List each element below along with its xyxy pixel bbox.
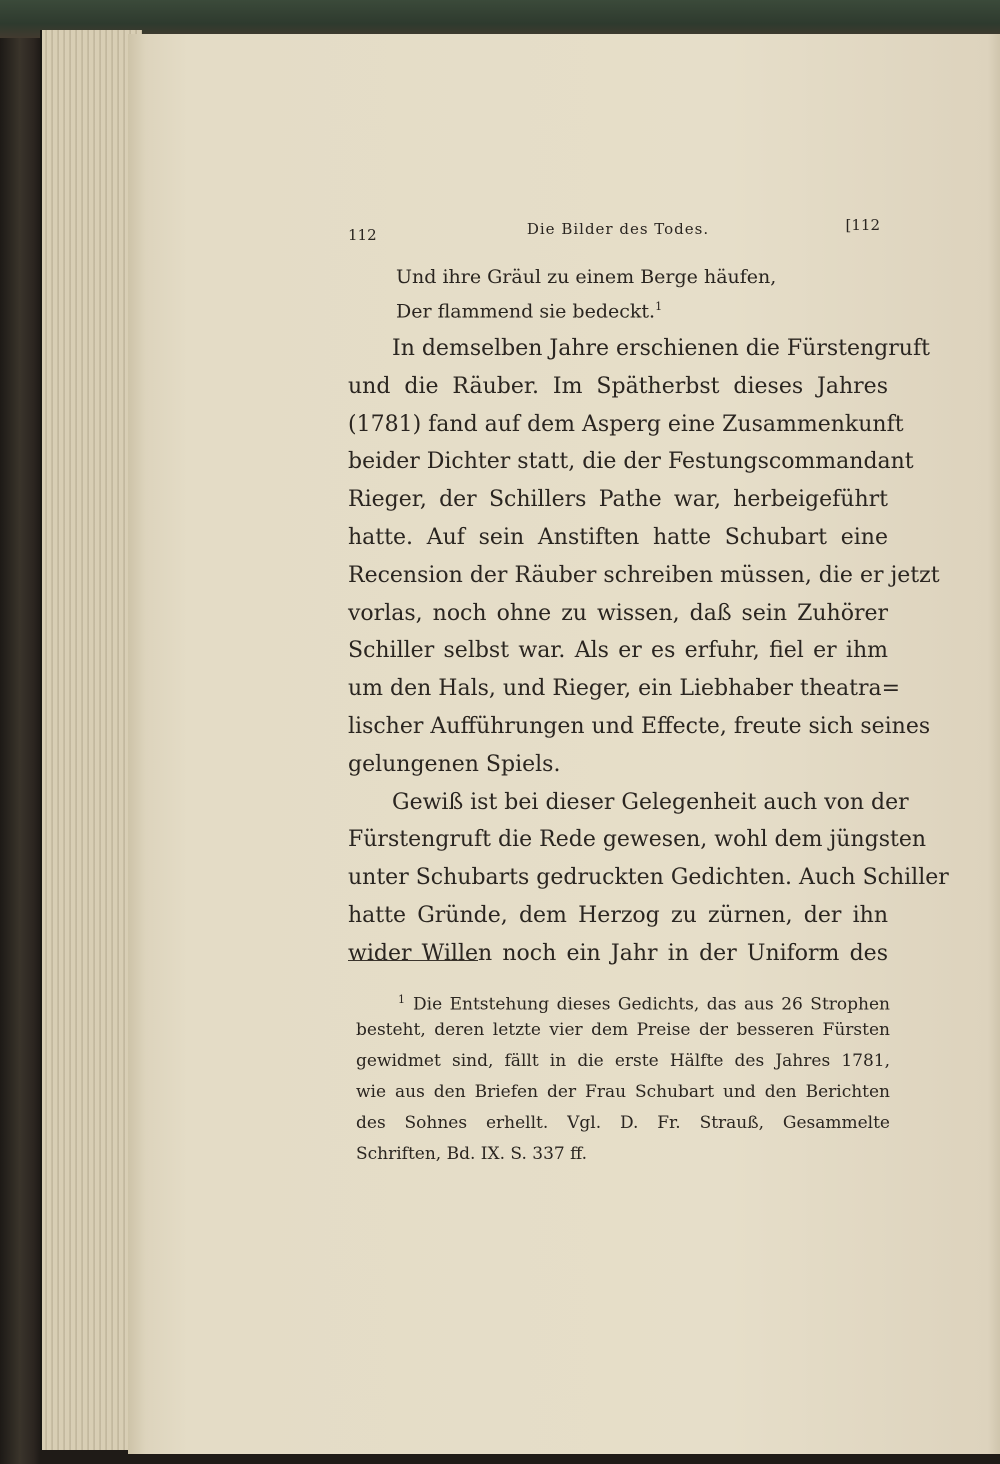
page-edges xyxy=(40,30,142,1450)
body-line: Fürstengruft die Rede gewesen, wohl dem jüngsten xyxy=(348,827,927,853)
footnote-marker: 1 xyxy=(398,993,405,1006)
body-line: unter Schubarts gedruckten Gedichten. Auch Schiller xyxy=(348,865,949,891)
verse-line-2-text: Der flammend sie bedeckt. xyxy=(396,300,656,323)
footnote-line: Schriften, Bd. IX. S. 337 ff. xyxy=(356,1144,588,1164)
body-line: wider Willen noch ein Jahr in der Uniform des xyxy=(348,940,888,966)
body-line: hatte Gründe, dem Herzog zu zürnen, der ihn xyxy=(348,902,888,928)
body-line: beider Dichter statt, die der Festungscommandant xyxy=(348,449,914,475)
footnote-line: besteht, deren letzte vier dem Preise der besseren Fürsten xyxy=(356,1020,890,1040)
book-cover-top xyxy=(0,0,1000,38)
footnote-line: gewidmet sind, fällt in die erste Hälfte des Jahres 1781, xyxy=(356,1051,890,1071)
footnote-line xyxy=(356,984,890,1015)
body-line: und die Räuber. Im Spätherbst dieses Jahres xyxy=(348,373,888,399)
body-line: um den Hals, und Rieger, ein Liebhaber theatra= xyxy=(348,676,901,702)
footnote-reference: 1 xyxy=(655,300,663,313)
running-title: Die Bilder des Todes. xyxy=(526,220,710,238)
page-number: 112 xyxy=(348,226,377,244)
footnote xyxy=(356,984,890,1170)
body-line: Recension der Räuber schreiben müssen, die er jetzt xyxy=(348,562,940,588)
body-line: gelungenen Spiels. xyxy=(348,751,561,777)
body-line: (1781) fand auf dem Asperg eine Zusammenkunft xyxy=(348,411,904,437)
body-line: vorlas, noch ohne zu wissen, daß sein Zuhörer xyxy=(348,600,888,626)
footnote-line: des Sohnes erhellt. Vgl. D. Fr. Strauß, Gesammelte xyxy=(356,1113,890,1133)
footnote-rule xyxy=(348,960,478,961)
verse-line-2 xyxy=(396,300,662,322)
body-line: Rieger, der Schillers Pathe war, herbeigeführt xyxy=(348,487,888,513)
body-line: Gewiß ist bei dieser Gelegenheit auch von der xyxy=(392,789,909,815)
running-header xyxy=(348,212,888,242)
verse-line-1: Und ihre Gräul zu einem Berge häufen, xyxy=(396,266,777,288)
body-line: hatte. Auf sein Anstiften hatte Schubart eine xyxy=(348,524,888,550)
body-line: In demselben Jahre erschienen die Fürstengruft xyxy=(392,336,930,361)
body-line: lischer Aufführungen und Effecte, freute sich seines xyxy=(348,713,931,739)
body-line: Schiller selbst war. Als er es erfuhr, fiel er ihm xyxy=(348,638,888,664)
footnote-line: wie aus den Briefen der Frau Schubart und den Berichten xyxy=(356,1082,890,1102)
body-text xyxy=(348,330,949,973)
page-reference: [112 xyxy=(845,216,880,234)
footnote-line-text: Die Entstehung dieses Gedichts, das aus 26 Strophen xyxy=(413,994,890,1015)
